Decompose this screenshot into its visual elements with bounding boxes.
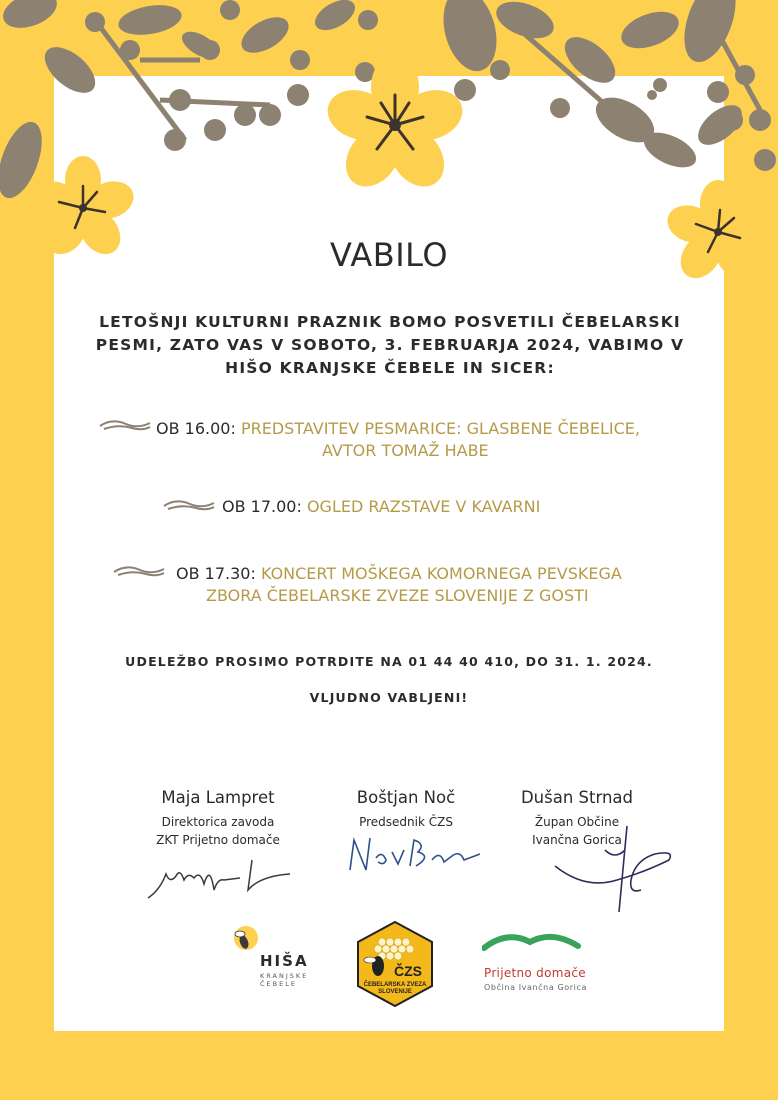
event-description: AVTOR TOMAŽ HABE xyxy=(322,441,489,460)
event-description: KONCERT MOŠKEGA KOMORNEGA PEVSKEGA xyxy=(260,564,622,583)
signatory-name: Maja Lampret xyxy=(161,788,275,807)
swirl-icon xyxy=(112,564,166,580)
event-2 xyxy=(222,496,702,518)
intro-text xyxy=(90,311,690,380)
leaf-branch-icon xyxy=(0,0,62,35)
signatory-name: Boštjan Noč xyxy=(356,788,456,807)
signature-2 xyxy=(340,830,490,880)
honeycomb-icon xyxy=(356,920,434,1008)
intro-line: HIŠO KRANJSKE ČEBELE IN SICER: xyxy=(225,359,555,377)
swirl-icon xyxy=(98,418,152,434)
event-time: OB 17.30: xyxy=(176,564,256,583)
logo-hisa-sub: KRANJSKE xyxy=(260,972,309,980)
logo-hisa xyxy=(260,952,309,988)
signatory-role: Predsednik ČZS xyxy=(359,815,453,829)
green-hills-icon xyxy=(482,930,582,952)
signatory-role: Ivančna Gorica xyxy=(532,833,622,847)
intro-line: PESMI, ZATO VAS V SOBOTO, 3. FEBRUARJA 2024, VABIMO V xyxy=(95,336,685,354)
event-1 xyxy=(156,418,696,462)
event-time: OB 17.00: xyxy=(222,497,302,516)
logo-hisa-main: HIŠA xyxy=(260,952,309,970)
intro-line: LETOŠNJI KULTURNI PRAZNIK BOMO POSVETILI ČEBELARSKI xyxy=(99,313,681,331)
logo-czs-abbr: ČZS xyxy=(394,963,422,979)
bee-icon xyxy=(232,922,262,960)
event-description: ZBORA ČEBELARSKE ZVEZE SLOVENIJE Z GOSTI xyxy=(206,586,589,605)
logo-czs-line2: SLOVENIJE xyxy=(378,989,412,995)
swirl-icon xyxy=(162,498,216,514)
logo-prijetno xyxy=(484,966,587,992)
signatory-role: Direktorica zavoda xyxy=(161,815,275,829)
closing-text: VLJUDNO VABLJENI! xyxy=(309,690,469,705)
logo-hisa-sub: ČEBELE xyxy=(260,980,297,988)
signatory-role: Župan Občine xyxy=(534,815,620,829)
signature-1 xyxy=(140,850,300,910)
event-description: OGLED RAZSTAVE V KAVARNI xyxy=(306,497,541,516)
event-description: PREDSTAVITEV PESMARICE: GLASBENE ČEBELICE, xyxy=(240,419,640,438)
signatory-name: Dušan Strnad xyxy=(520,788,634,807)
signatory-1 xyxy=(118,788,318,849)
event-3 xyxy=(176,563,716,607)
signatory-2 xyxy=(306,788,506,831)
signature-3 xyxy=(545,820,675,920)
signatory-role: ZKT Prijetno domače xyxy=(156,833,280,847)
logo-czs-line1: ČEBELARSKA ZVEZA xyxy=(363,982,427,988)
logo-prijetno-sub: Občina Ivančna Gorica xyxy=(484,983,587,992)
event-time: OB 16.00: xyxy=(156,419,236,438)
rsvp-text: UDELEŽBO PROSIMO POTRDITE NA 01 44 40 410, DO 31. 1. 2024. xyxy=(125,654,653,669)
logo-prijetno-main: Prijetno domače xyxy=(484,966,586,980)
page-title: VABILO xyxy=(330,236,448,274)
